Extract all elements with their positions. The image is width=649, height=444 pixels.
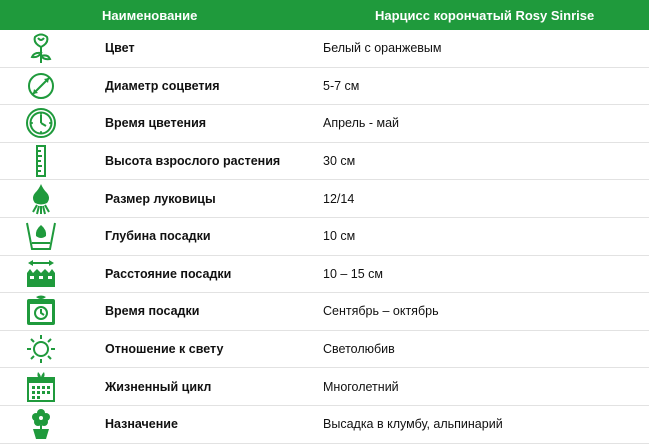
row-value: Сентябрь – октябрь (323, 304, 439, 319)
row-name: Расстояние посадки (105, 266, 232, 281)
calendar-clock-icon (0, 294, 82, 328)
table-header (0, 0, 649, 30)
row-name: Отношение к свету (105, 342, 224, 357)
row-value: Белый с оранжевым (323, 41, 442, 56)
table-row (0, 406, 649, 444)
row-value: Многолетний (323, 379, 399, 394)
spacing-icon (0, 257, 82, 291)
diameter-icon (0, 69, 82, 103)
table-row (0, 218, 649, 256)
table-row (0, 143, 649, 181)
flower-pot-icon (0, 407, 82, 441)
row-value: 10 – 15 см (323, 266, 384, 281)
row-name: Назначение (105, 417, 178, 432)
table-row (0, 256, 649, 294)
ruler-icon (0, 144, 82, 178)
row-name: Высота взрослого растения (105, 154, 281, 169)
header-name: Наименование (102, 7, 198, 23)
table-row (0, 105, 649, 143)
row-name: Жизненный цикл (105, 379, 212, 394)
row-name: Размер луковицы (105, 191, 216, 206)
row-name: Время посадки (105, 304, 200, 319)
table-row (0, 180, 649, 218)
table-row (0, 368, 649, 406)
row-value: Высадка в клумбу, альпинарий (323, 417, 503, 432)
sun-icon (0, 332, 82, 366)
row-value: Светолюбив (323, 342, 395, 357)
row-value: 30 см (323, 154, 356, 169)
table-row (0, 30, 649, 68)
table-row (0, 68, 649, 106)
row-value: 10 см (323, 229, 356, 244)
row-name: Диаметр соцветия (105, 78, 220, 93)
row-name: Глубина посадки (105, 229, 211, 244)
lifecycle-calendar-icon (0, 370, 82, 404)
row-value: Апрель - май (323, 116, 400, 131)
row-name: Цвет (105, 41, 135, 56)
clock-icon (0, 106, 82, 140)
table-row (0, 331, 649, 369)
bulb-icon (0, 182, 82, 216)
table-row (0, 293, 649, 331)
row-value: 12/14 (323, 191, 355, 206)
header-value: Нарцисс корончатый Rosy Sinrise (375, 7, 595, 23)
rose-icon (0, 31, 82, 65)
planting-depth-icon (0, 219, 82, 253)
row-value: 5-7 см (323, 78, 360, 93)
row-name: Время цветения (105, 116, 207, 131)
